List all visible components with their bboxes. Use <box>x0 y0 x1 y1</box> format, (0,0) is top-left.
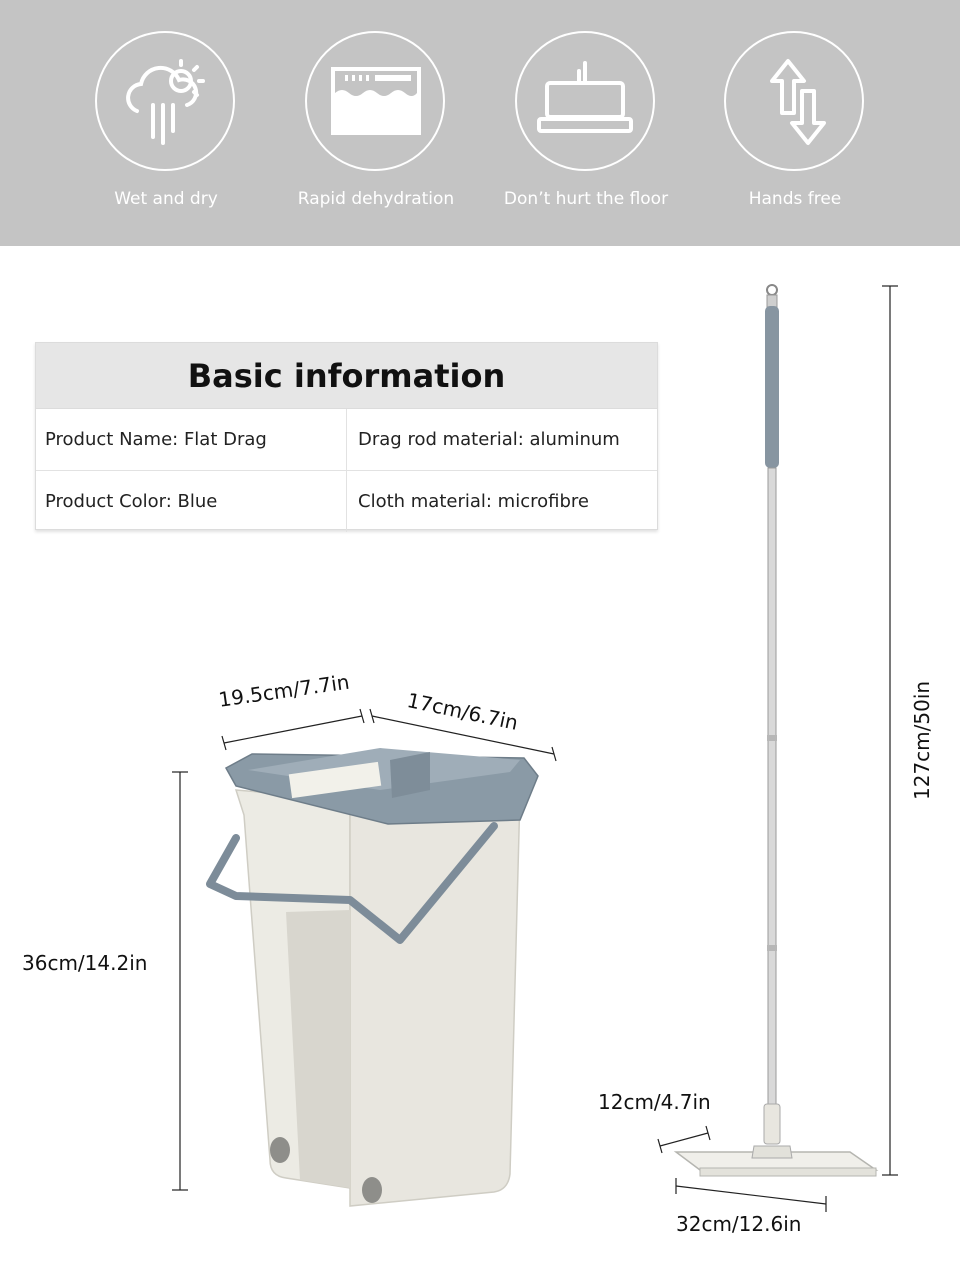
mop-height-label: 127cm/50in <box>910 680 934 800</box>
cloth-material-cell: Cloth material: microfibre <box>358 491 589 512</box>
feature-wet-and-dry <box>61 0 271 246</box>
mop-drawing <box>676 285 876 1176</box>
bucket-width-label: 19.5cm/7.7in <box>217 669 351 712</box>
mop-pole <box>768 468 776 1108</box>
cloud-rain-sun-icon <box>95 31 235 171</box>
bucket-depth-label: 17cm/6.7in <box>405 688 521 735</box>
feature-label: Wet and dry <box>114 189 218 209</box>
feature-label: Rapid dehydration <box>297 189 455 209</box>
mop-grip <box>765 306 779 468</box>
product-name-cell: Product Name: Flat Drag <box>36 409 347 470</box>
table-row <box>36 409 657 471</box>
mop-head-width-label: 32cm/12.6in <box>676 1212 802 1236</box>
feature-rapid-dehydration <box>271 0 481 246</box>
mop-head-depth-label: 12cm/4.7in <box>598 1090 711 1114</box>
feature-label: Hands free <box>748 189 842 209</box>
table-title: Basic information <box>36 343 657 409</box>
water-tank-icon <box>305 31 445 171</box>
basic-info-table <box>35 342 658 530</box>
bucket-drawing <box>210 748 538 1206</box>
feature-banner <box>0 0 960 246</box>
product-color-cell: Product Color: Blue <box>36 471 347 532</box>
feature-label: Don’t hurt the floor <box>503 189 669 209</box>
feature-hands-free <box>690 0 900 246</box>
feature-dont-hurt-floor <box>481 0 691 246</box>
bucket-height-label: 36cm/14.2in <box>22 951 148 975</box>
mop-floor-icon <box>515 31 655 171</box>
up-down-arrows-icon <box>724 31 864 171</box>
rod-material-cell: Drag rod material: aluminum <box>358 429 620 450</box>
table-row <box>36 471 657 532</box>
